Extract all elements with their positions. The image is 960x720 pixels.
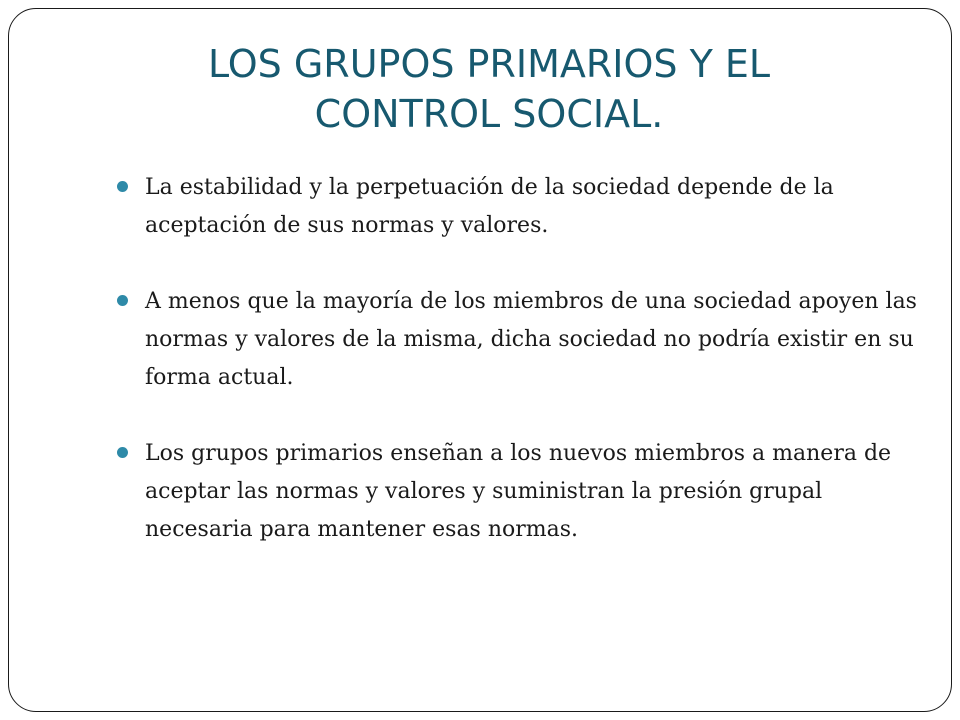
bullet-dot-icon	[117, 295, 128, 306]
bullet-text: A menos que la mayoría de los miembros de una sociedad apoyen las normas y valores de la misma, dicha sociedad no podría existir en su forma actual.	[145, 289, 917, 390]
bullet-dot-icon	[117, 181, 128, 192]
bullet-item	[117, 435, 917, 549]
bullet-text: Los grupos primarios enseñan a los nuevos miembros a manera de aceptar las normas y valores y suministran la presión grupal necesaria para mantener esas normas.	[145, 441, 892, 542]
bullet-dot-icon	[117, 447, 128, 458]
bullet-item	[117, 169, 917, 245]
slide-title: LOS GRUPOS PRIMARIOS Y EL CONTROL SOCIAL.	[207, 42, 771, 136]
bullet-item	[117, 283, 917, 397]
slide-frame	[8, 8, 952, 712]
bullet-list	[117, 169, 917, 587]
bullet-text: La estabilidad y la perpetuación de la sociedad depende de la aceptación de sus normas y valores.	[145, 175, 834, 238]
